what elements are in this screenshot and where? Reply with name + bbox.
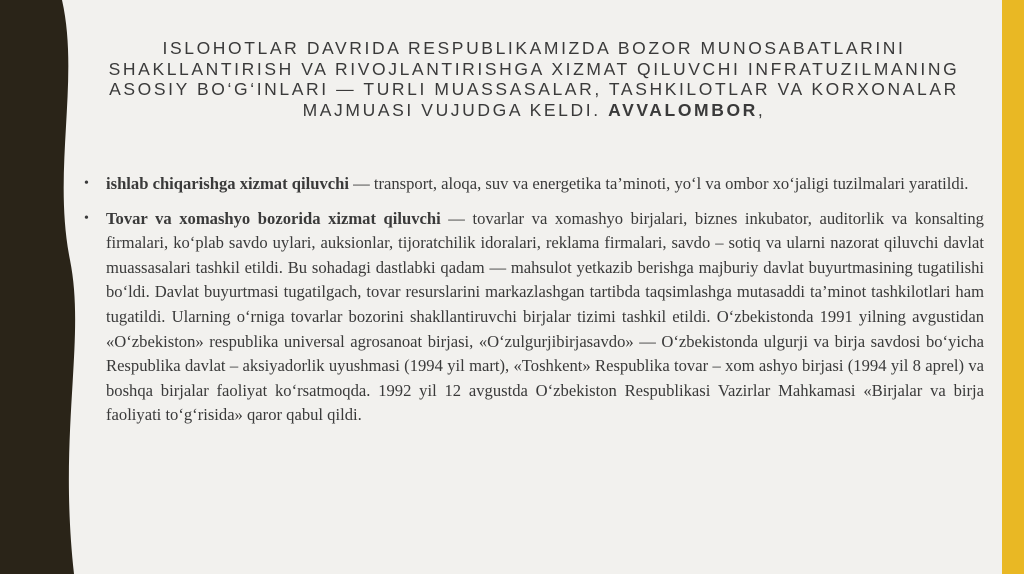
title-main: ISLOHOTLAR DAVRIDA RESPUBLIKAMIZDA BOZOR MUNOSABATLARINI SHAKLLANTIRISH VA RIVOJLANTIRISHGA XIZMAT QILUVCHI INFRATUZILMANING ASOSIY BO‘G‘INLARI — TURLI MUASSASALAR, TASHKILOTLAR VA KORXONALAR MAJMUASI VUJUDGA KELDI. [108, 38, 960, 120]
bullet-icon: • [84, 210, 89, 226]
bullet-bold-text: ishlab chiqarishga xizmat qiluvchi [106, 174, 349, 193]
bullet-bold-text: Tovar va xomashyo bozorida xizmat qiluvchi [106, 208, 441, 228]
bullet-text: — tovarlar va xomashyo birjalari, biznes inkubator, auditorlik va konsalting firmalari, ko‘plab savdo uylari, auksionlar, tijoratchilik idoralari, reklama firmalari, savdo – sotiq va ularni nazorat qiluvchi davlat muassasalari tashkil etildi. Bu sohadagi dastlabki qadam — mahsulot yetkazib berishga majburiy davlat buyurtmasining tugatilishi bo‘ldi. Davlat buyurtmasi tugatilgach, tovar resurslarini markazlashgan tartibda taqsimlashga mutasaddi ta’minot tashkilotlari ham tugatildi. Ularning o‘rniga tovarlar bozorini shakllantiruvchi birjalar tizimi tashkil etildi. O‘zbekistonda 1991 yilning avgustidan «O‘zbekiston» respublika universal agrosanoat birjasi, «O‘zulgurjibirjasavdo» — O‘zbekistonda ulgurji va birja savdosi bo‘yicha Respublika davlat – aksiyadorlik uyushmasi (1994 yil mart), «Toshkent» Respublika tovar – xom ashyo birjasi (1994 yil 8 aprel) va boshqa birjalar faoliyat ko‘rsatmoqda. 1992 yil 12 avgustda O‘zbekiston Respublikasi Vazirlar Mahkamasi «Birjalar va birja faoliyati to‘g‘risida» qaror qabul qildi. [106, 208, 984, 425]
slide-title [98, 38, 970, 120]
left-decorative-bar [0, 0, 78, 574]
right-accent-bar [1002, 0, 1024, 574]
bullet-text: — transport, aloqa, suv va energetika ta’minoti, yo‘l va ombor xo‘jaligi tuzilmalari yaratildi. [348, 174, 969, 193]
title-emphasis: AVVALOMBOR [608, 99, 758, 120]
list-item [84, 172, 984, 197]
left-bar-wave-edge [0, 0, 78, 574]
title-suffix: , [757, 99, 766, 120]
slide-body [84, 172, 984, 438]
bullet-icon: • [84, 176, 89, 191]
list-item [84, 207, 984, 428]
